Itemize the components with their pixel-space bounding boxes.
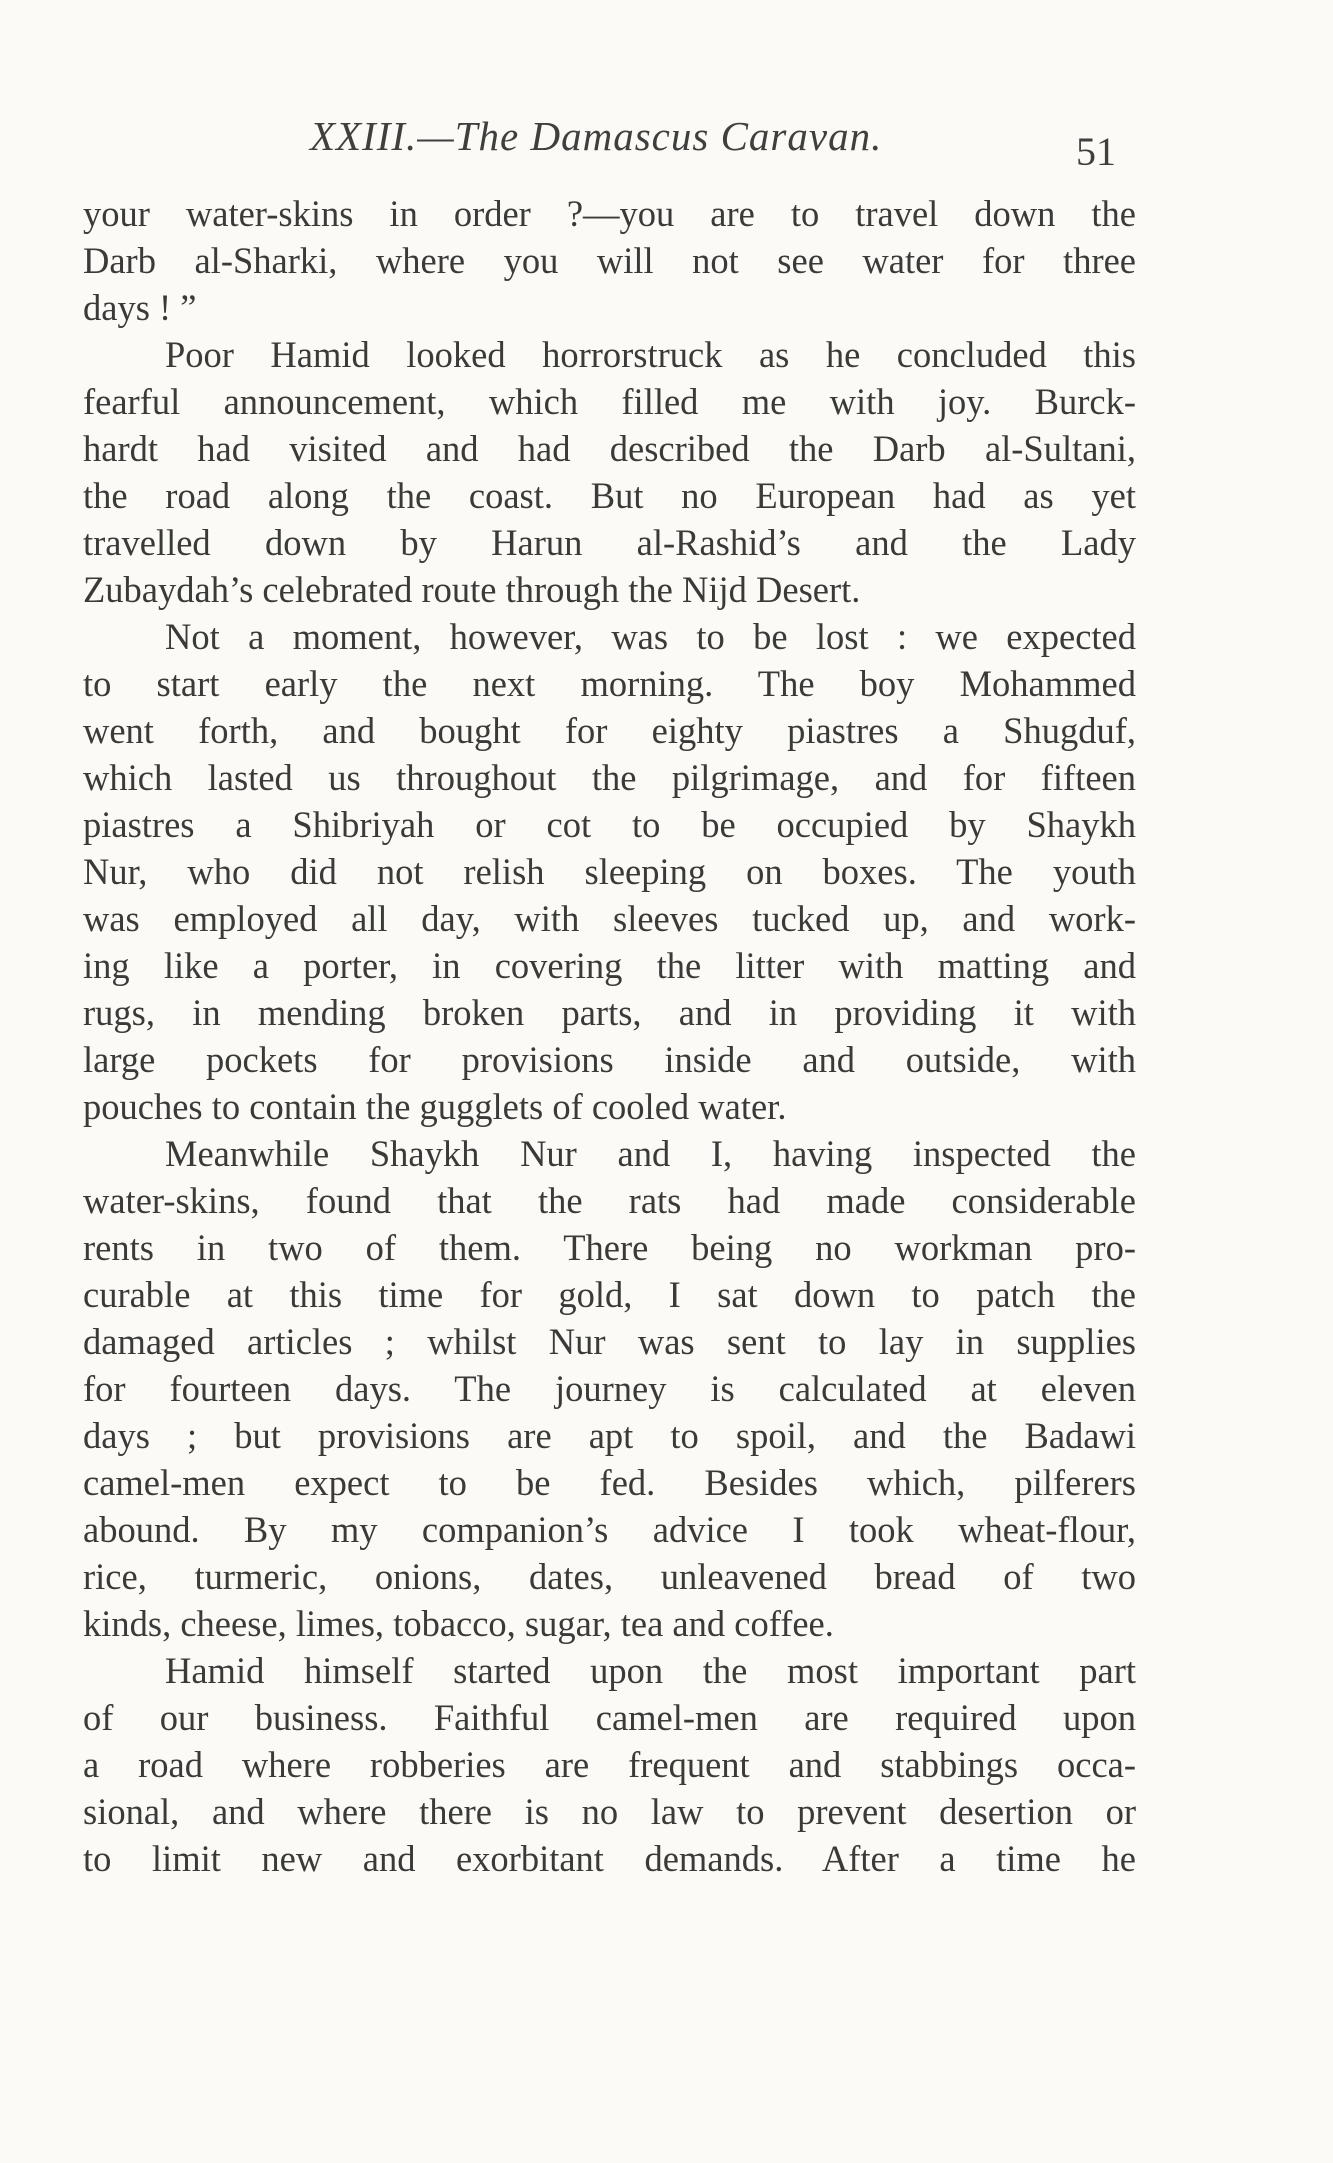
text-line: rice, turmeric, onions, dates, unleavened bread of two bbox=[83, 1556, 1136, 1597]
text-line: ing like a porter, in covering the litter with matting and bbox=[83, 945, 1136, 986]
text-line: large pockets for provisions inside and outside, with bbox=[83, 1039, 1136, 1080]
text-line: travelled down by Harun al-Rashid’s and the Lady bbox=[83, 522, 1136, 563]
text-line: the road along the coast. But no European had as yet bbox=[83, 475, 1136, 516]
text-line: fearful announcement, which filled me with joy. Burck- bbox=[83, 381, 1136, 422]
text-line: was employed all day, with sleeves tucked up, and work- bbox=[83, 898, 1136, 939]
text-line: sional, and where there is no law to prevent desertion or bbox=[83, 1791, 1136, 1832]
text-line: your water-skins in order ?—you are to travel down the bbox=[83, 193, 1136, 234]
text-line: of our business. Faithful camel-men are required upon bbox=[83, 1697, 1136, 1738]
text-line: damaged articles ; whilst Nur was sent to lay in supplies bbox=[83, 1321, 1136, 1362]
text-line: abound. By my companion’s advice I took wheat-flour, bbox=[83, 1509, 1136, 1550]
text-line: went forth, and bought for eighty piastres a Shugduf, bbox=[83, 710, 1136, 751]
text-line: Meanwhile Shaykh Nur and I, having inspected the bbox=[165, 1133, 1136, 1174]
text-line: Poor Hamid looked horrorstruck as he concluded this bbox=[165, 334, 1136, 375]
text-line: for fourteen days. The journey is calculated at eleven bbox=[83, 1368, 1136, 1409]
text-line: kinds, cheese, limes, tobacco, sugar, tea and coffee. bbox=[83, 1603, 834, 1644]
text-line: water-skins, found that the rats had made considerable bbox=[83, 1180, 1136, 1221]
text-line: piastres a Shibriyah or cot to be occupied by Shaykh bbox=[83, 804, 1136, 845]
text-line: days ; but provisions are apt to spoil, and the Badawi bbox=[83, 1415, 1136, 1456]
page-number: 51 bbox=[1076, 129, 1116, 174]
running-head bbox=[0, 112, 1333, 174]
text-line: days ! ” bbox=[83, 287, 197, 328]
text-line: which lasted us throughout the pilgrimage, and for fifteen bbox=[83, 757, 1136, 798]
text-line: Darb al-Sharki, where you will not see water for three bbox=[83, 240, 1136, 281]
text-line: Hamid himself started upon the most important part bbox=[165, 1650, 1136, 1691]
text-line: pouches to contain the gugglets of cooled water. bbox=[83, 1086, 787, 1127]
text-line: rents in two of them. There being no workman pro- bbox=[83, 1227, 1136, 1268]
text-line: Not a moment, however, was to be lost : we expected bbox=[165, 616, 1136, 657]
text-line: to start early the next morning. The boy Mohammed bbox=[83, 663, 1136, 704]
text-line: Nur, who did not relish sleeping on boxes. The youth bbox=[83, 851, 1136, 892]
text-line: curable at this time for gold, I sat down to patch the bbox=[83, 1274, 1136, 1315]
text-line: to limit new and exorbitant demands. After a time he bbox=[83, 1838, 1136, 1879]
text-line: Zubaydah’s celebrated route through the Nijd Desert. bbox=[83, 569, 861, 610]
body-text bbox=[83, 190, 1136, 1882]
text-line: hardt had visited and had described the Darb al-Sultani, bbox=[83, 428, 1136, 469]
text-line: camel-men expect to be fed. Besides which, pilferers bbox=[83, 1462, 1136, 1503]
text-line: a road where robberies are frequent and stabbings occa- bbox=[83, 1744, 1136, 1785]
running-title: XXIII.—The Damascus Caravan. bbox=[310, 113, 883, 159]
text-line: rugs, in mending broken parts, and in providing it with bbox=[83, 992, 1136, 1033]
